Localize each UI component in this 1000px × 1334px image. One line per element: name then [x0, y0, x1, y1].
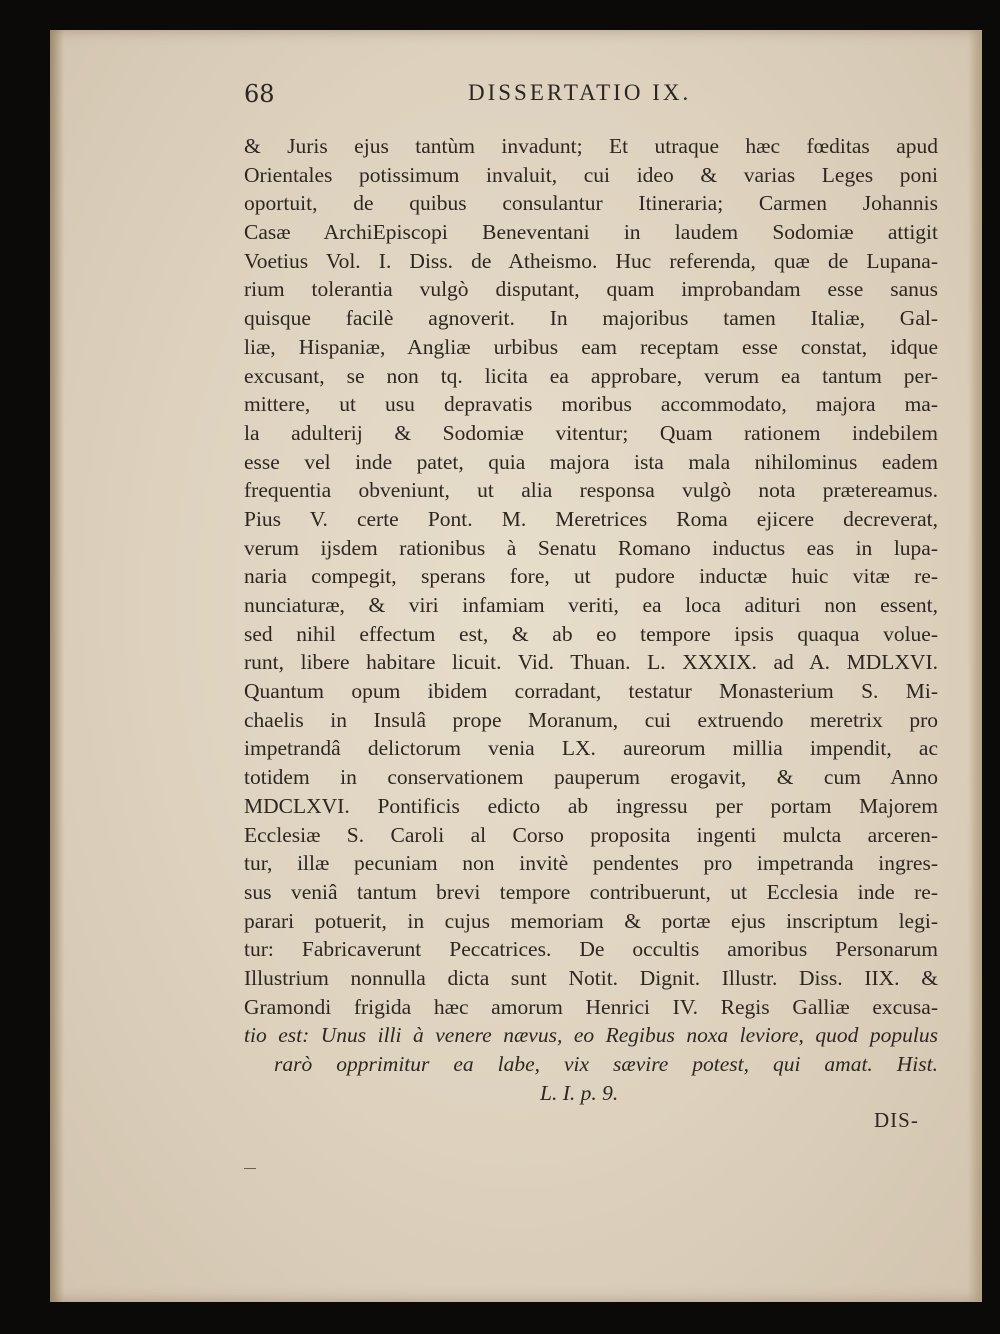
text-line: tur: Fabricaverunt Peccatrices. De occultis amoribus Personarum — [244, 937, 938, 962]
text-line: naria compegit, sperans fore, ut pudore inductæ huic vitæ re- — [244, 564, 938, 589]
text-line: Casæ ArchiEpiscopi Beneventani in laudem Sodomiæ attigit — [244, 220, 938, 245]
running-title: DISSERTATIO IX. — [468, 80, 692, 105]
text-line: Gramondi frigida hæc amorum Henrici IV. Regis Galliæ excusa- — [244, 994, 938, 1019]
text-line: rarò opprimitur ea labe, vix sævire potest, qui amat. Hist. — [274, 1052, 938, 1076]
text-line: liæ, Hispaniæ, Angliæ urbibus eam receptam esse constat, idque — [244, 334, 938, 359]
text-line: Ecclesiæ S. Caroli al Corso proposita ingenti mulcta arceren- — [244, 822, 938, 847]
text-line: Illustrium nonnulla dicta sunt Notit. Dignit. Illustr. Diss. IIX. & — [244, 965, 938, 990]
text-line: parari potuerit, in cujus memoriam & portæ ejus inscriptum legi- — [244, 908, 938, 933]
catchword: DIS- — [874, 1108, 919, 1132]
text-line: rium tolerantia vulgò disputant, quam improbandam esse sanus — [244, 277, 938, 302]
text-line: la adulterij & Sodomiæ vitentur; Quam rationem indebilem — [244, 420, 938, 445]
body-text — [244, 132, 938, 1107]
text-line: tur, illæ pecuniam non invitè pendentes pro impetranda ingres- — [244, 851, 938, 876]
text-line: esse vel inde patet, quia majora ista mala nihilominus eadem — [244, 449, 938, 474]
text-line: sus veniâ tantum brevi tempore contribuerunt, ut Ecclesia inde re- — [244, 879, 938, 904]
text-line: Orientales potissimum invaluit, cui ideo & varias Leges poni — [244, 162, 938, 187]
text-line: L. I. p. 9. — [540, 1080, 619, 1105]
text-line: impetrandâ delictorum venia LX. aureorum millia impendit, ac — [244, 736, 938, 761]
text-line: oportuit, de quibus consulantur Itineraria; Carmen Johannis — [244, 191, 938, 216]
text-line: excusant, se non tq. licita ea approbare, verum ea tantum per- — [244, 363, 938, 388]
page-shadow-right — [968, 30, 982, 1302]
text-line: frequentia obveniunt, ut alia responsa vulgò nota prætereamus. — [244, 478, 938, 503]
margin-mark — [244, 1168, 256, 1169]
text-line: quisque facilè agnoverit. In majoribus tamen Italiæ, Gal- — [244, 306, 938, 331]
text-line: chaelis in Insulâ prope Moranum, cui extruendo meretrix pro — [244, 707, 938, 732]
text-line: Pius V. certe Pont. M. Meretrices Roma ejicere decreverat, — [244, 506, 938, 531]
text-line: mittere, ut usu depravatis moribus accommodato, majora ma- — [244, 392, 938, 417]
text-line: verum ijsdem rationibus à Senatu Romano inductus eas in lupa- — [244, 535, 938, 560]
text-line: nunciaturæ, & viri infamiam veriti, ea loca adituri non essent, — [244, 593, 938, 617]
page-shadow-left — [50, 30, 64, 1302]
text-line: Quantum opum ibidem corradant, testatur Monasterium S. Mi- — [244, 679, 938, 704]
text-line: MDCLXVI. Pontificis edicto ab ingressu per portam Majorem — [244, 793, 938, 818]
text-line: & Juris ejus tantùm invadunt; Et utraque hæc fœditas apud — [244, 134, 938, 158]
text-line: runt, libere habitare licuit. Vid. Thuan. L. XXXIX. ad A. MDLXVI. — [244, 650, 938, 675]
text-line: totidem in conservationem pauperum erogavit, & cum Anno — [244, 765, 938, 790]
page-number: 68 — [244, 80, 275, 108]
text-line: sed nihil effectum est, & ab eo tempore ipsis quaqua volue- — [244, 621, 938, 646]
text-line: tio est: Unus illi à venere nævus, eo Regibus noxa leviore, quod populus — [244, 1023, 938, 1048]
text-line: Voetius Vol. I. Diss. de Atheismo. Huc referenda, quæ de Lupana- — [244, 248, 938, 273]
